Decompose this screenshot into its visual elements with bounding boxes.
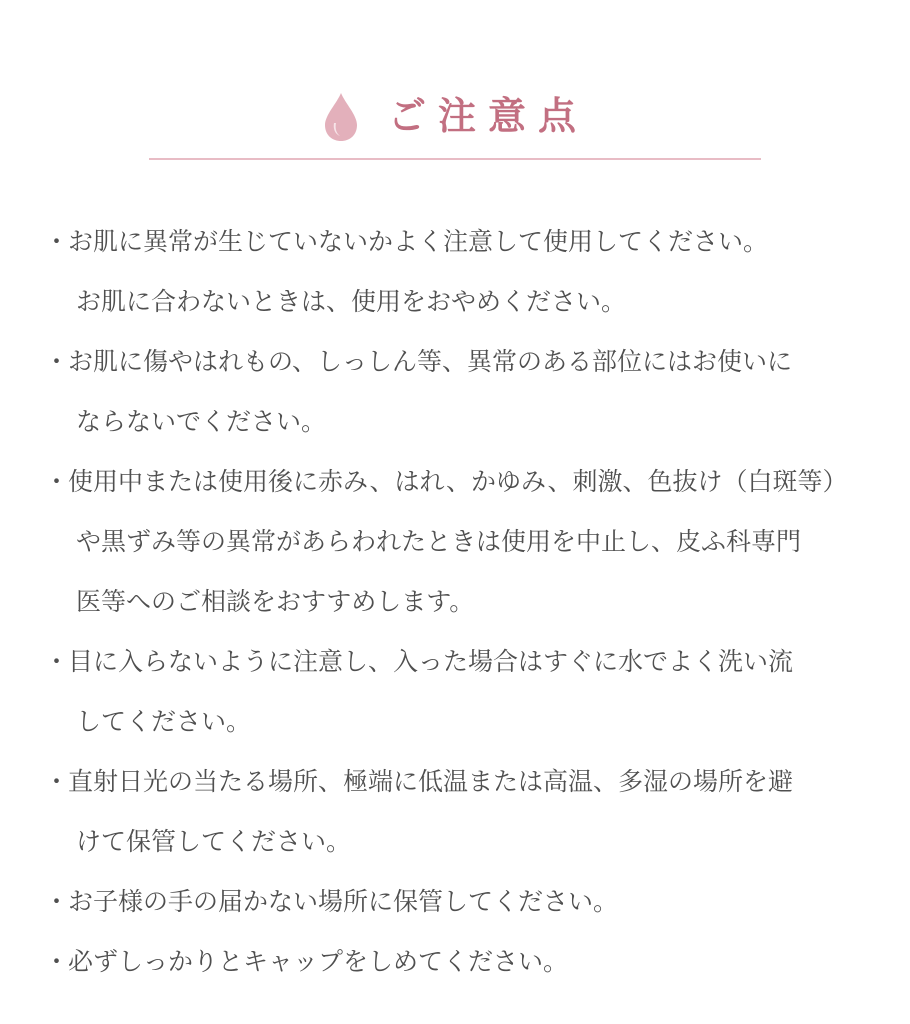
bullet-marker: ・ <box>44 887 70 916</box>
precaution-text: 使用中または使用後に赤み、はれ、かゆみ、刺激、色抜け（白斑等） <box>68 467 848 496</box>
section-header <box>0 86 910 146</box>
precaution-item <box>0 872 910 932</box>
bullet-marker: ・ <box>44 347 70 376</box>
precaution-item-continuation <box>0 512 910 572</box>
bullet-marker: ・ <box>44 227 70 256</box>
precaution-item <box>0 932 910 992</box>
precaution-item <box>0 212 910 272</box>
precaution-text: や黒ずみ等の異常があらわれたときは使用を中止し、皮ふ科専門 <box>76 527 802 556</box>
precaution-text: お肌に合わないときは、使用をおやめください。 <box>76 287 627 316</box>
precaution-item-continuation <box>0 392 910 452</box>
bullet-marker: ・ <box>44 647 70 676</box>
bullet-marker: ・ <box>44 947 70 976</box>
precaution-text: けて保管してください。 <box>76 827 352 856</box>
precaution-text: ならないでください。 <box>76 407 327 436</box>
precautions-list <box>0 212 910 992</box>
precaution-text: 目に入らないように注意し、入った場合はすぐに水でよく洗い流 <box>68 647 794 676</box>
precaution-item-continuation <box>0 692 910 752</box>
precaution-text: してください。 <box>76 707 252 736</box>
precaution-item-continuation <box>0 272 910 332</box>
bullet-marker: ・ <box>44 767 70 796</box>
precaution-text: 直射日光の当たる場所、極端に低温または高温、多湿の場所を避 <box>68 767 794 796</box>
precaution-item-continuation <box>0 812 910 872</box>
precaution-text: 医等へのご相談をおすすめします。 <box>76 587 475 616</box>
precaution-item <box>0 752 910 812</box>
precaution-text: 必ずしっかりとキャップをしめてください。 <box>68 947 569 976</box>
header-divider <box>149 158 761 160</box>
section-title: ご注意点 <box>387 94 588 138</box>
precaution-item <box>0 332 910 392</box>
bullet-marker: ・ <box>44 467 70 496</box>
precaution-item-continuation <box>0 572 910 632</box>
precaution-text: お肌に傷やはれもの、しっしん等、異常のある部位にはお使いに <box>68 347 793 376</box>
precaution-item <box>0 452 910 512</box>
water-drop-icon <box>322 91 360 143</box>
precaution-text: お肌に異常が生じていないかよく注意して使用してください。 <box>68 227 769 256</box>
precaution-item <box>0 632 910 692</box>
precaution-text: お子様の手の届かない場所に保管してください。 <box>68 887 619 916</box>
